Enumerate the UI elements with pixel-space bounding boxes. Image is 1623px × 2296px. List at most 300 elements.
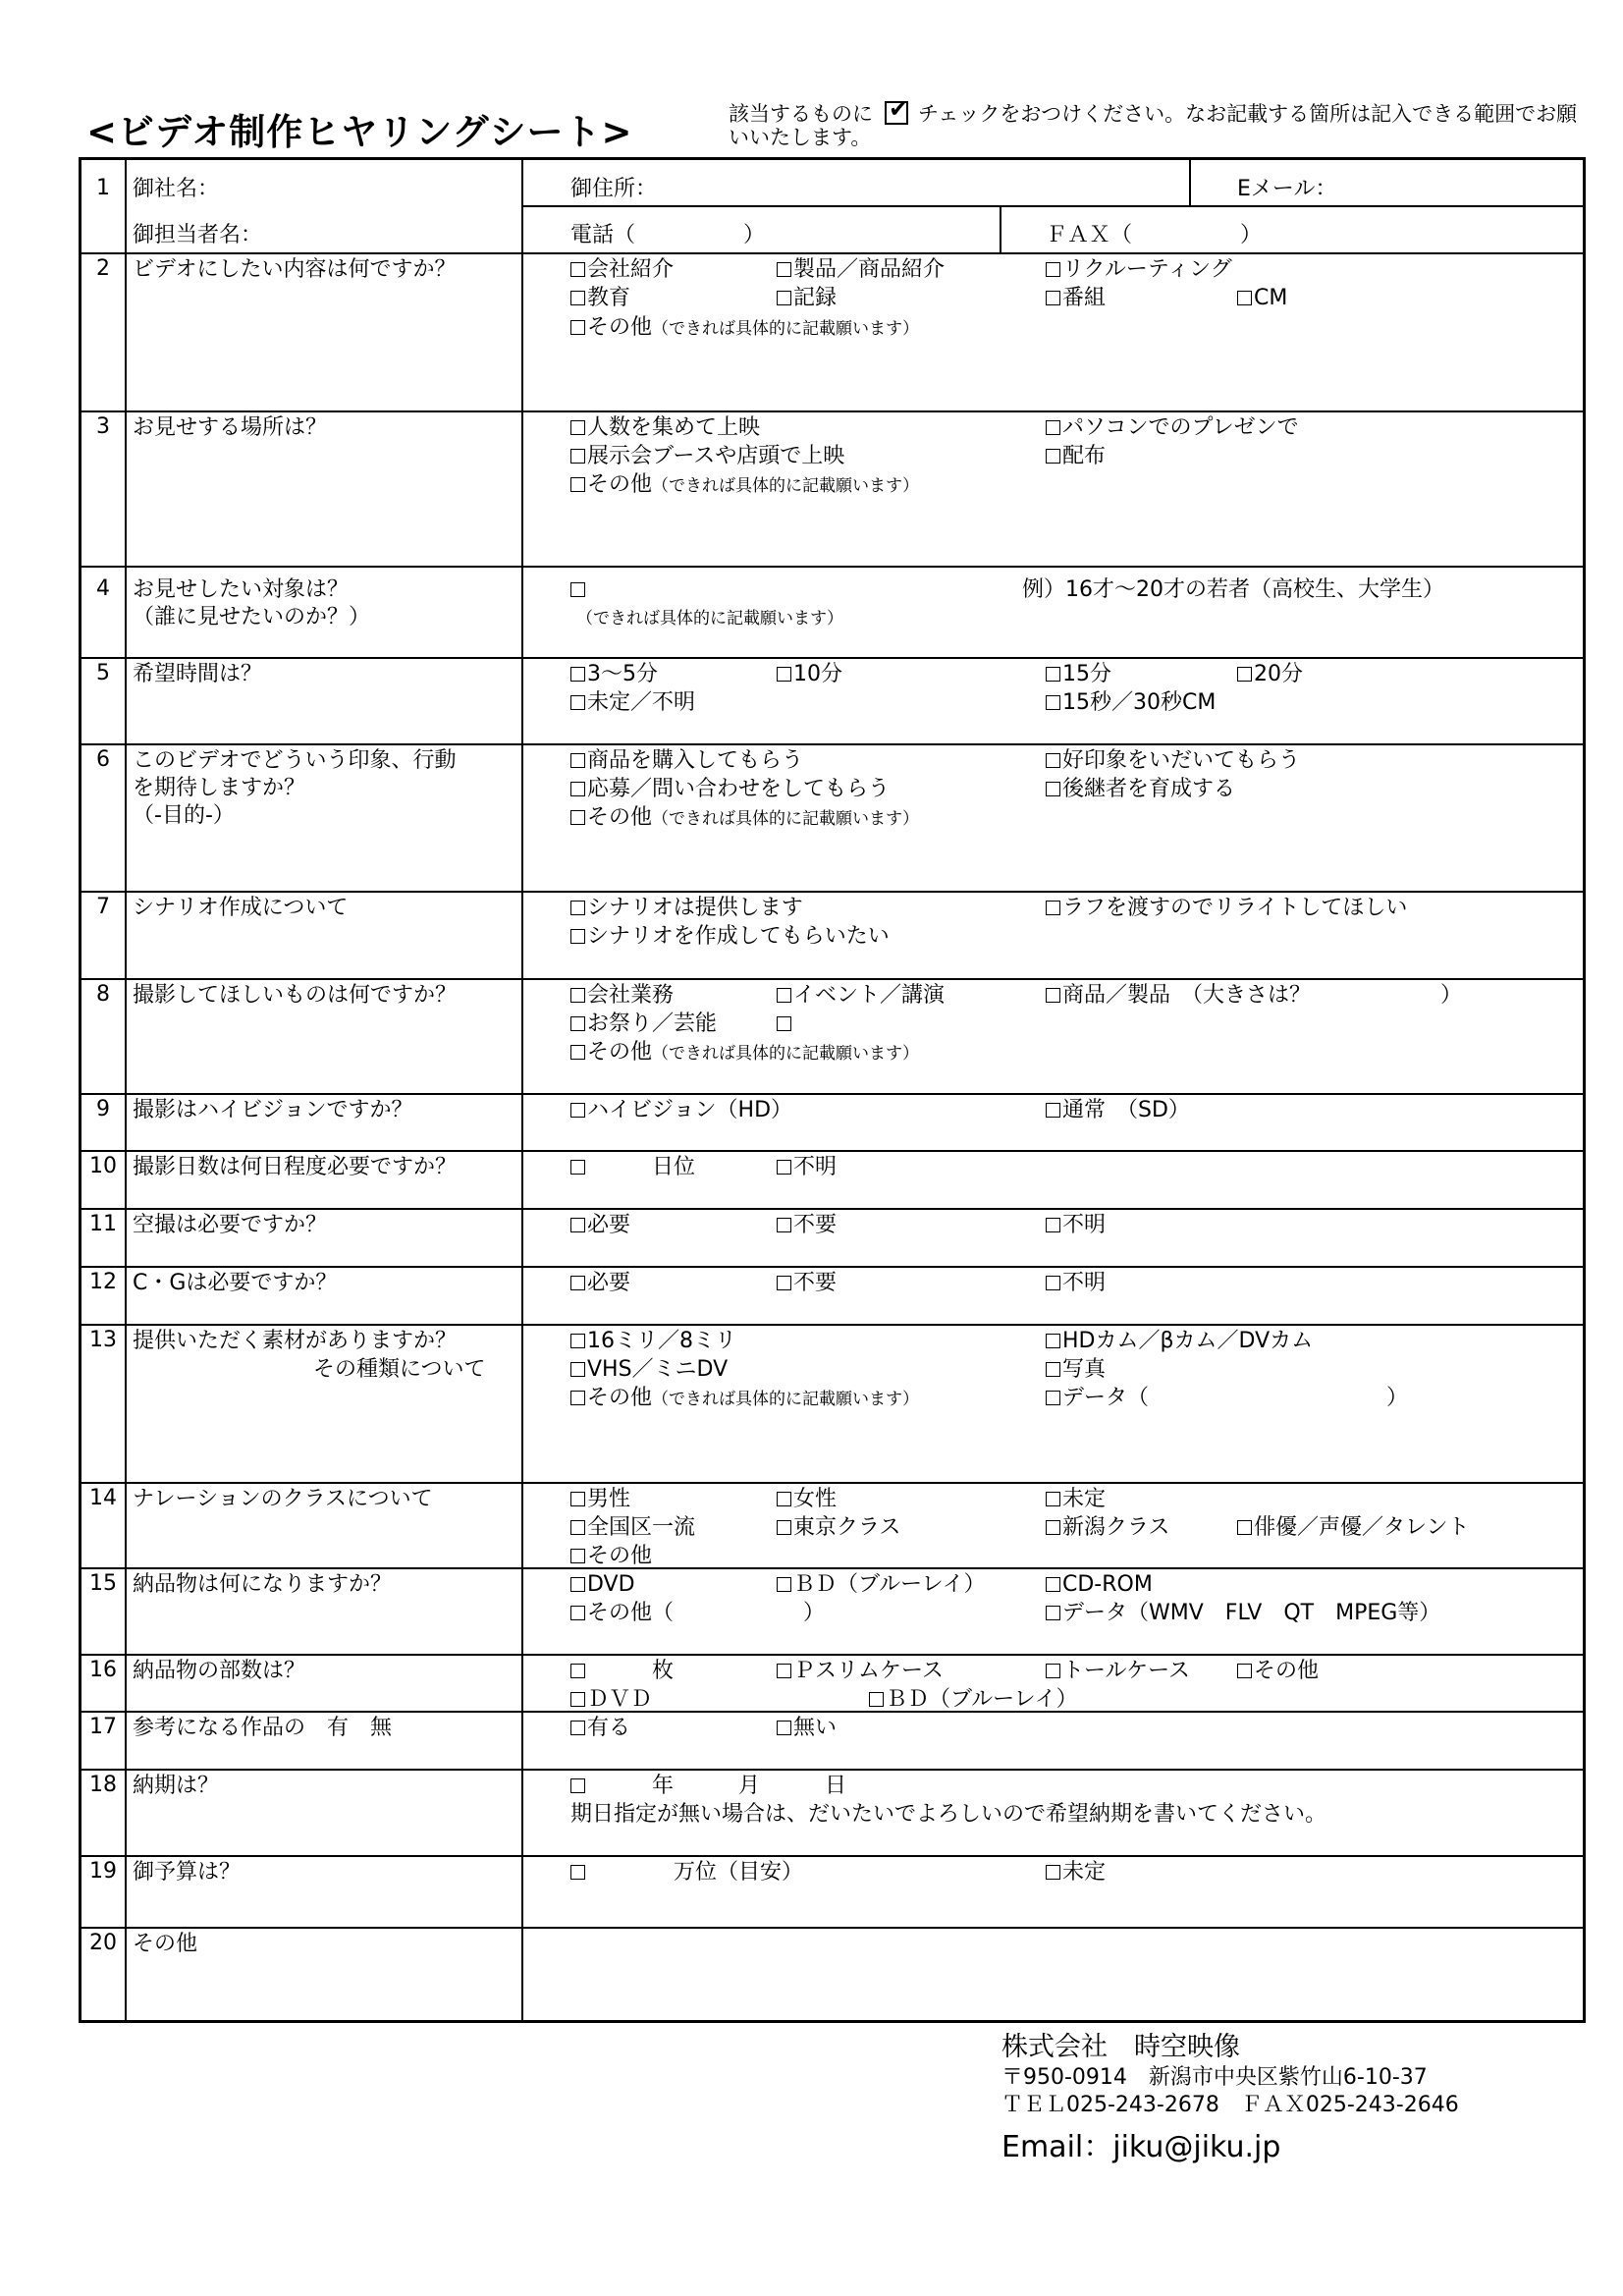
option-label: その他 — [587, 805, 653, 830]
checkbox-icon[interactable] — [1046, 667, 1060, 682]
option-note: （できれば具体的に記載願います） — [652, 1044, 920, 1064]
instructions-after: チェックをおつけください。なお記載する箇所は記入できる範囲でお願いいたします。 — [729, 102, 1578, 149]
checkbox-option[interactable] — [570, 776, 890, 802]
option-label: 提供いただく素材がありますか？ — [133, 1329, 458, 1353]
option-label: トールケース — [1062, 1659, 1191, 1683]
checkbox-option[interactable] — [570, 895, 803, 921]
option-label: 教育 — [587, 286, 631, 310]
option-label: 撮影してほしいものは何ですか？ — [133, 983, 458, 1008]
checkbox-option[interactable] — [1046, 895, 1407, 921]
checkbox-option[interactable] — [570, 1686, 652, 1713]
checkbox-icon[interactable] — [1046, 1362, 1060, 1377]
checkbox-icon[interactable] — [777, 1577, 791, 1592]
checkbox-option[interactable] — [570, 1385, 919, 1413]
row-number: 16 — [89, 1658, 117, 1682]
option-label: データ（WMV FLV QT MPEG等） — [1062, 1601, 1441, 1625]
checkbox-option[interactable] — [570, 747, 803, 774]
row-number: 1 — [96, 176, 110, 200]
checkbox-icon[interactable] — [570, 1577, 585, 1592]
checkbox-icon[interactable] — [1237, 1664, 1252, 1678]
checkbox-icon[interactable] — [570, 1778, 585, 1793]
option-label: 新潟クラス — [1062, 1515, 1170, 1540]
checkbox-example-icon — [885, 101, 908, 125]
checkbox-option[interactable] — [1046, 1328, 1313, 1354]
checkbox-option[interactable] — [570, 1859, 803, 1886]
option-label: ビデオにしたい内容は何ですか？ — [133, 257, 457, 282]
checkbox-icon[interactable] — [570, 1664, 585, 1678]
checkbox-option[interactable] — [1046, 1600, 1440, 1626]
checkbox-icon[interactable] — [1046, 1103, 1060, 1118]
option-label: データ（ ） — [1062, 1386, 1409, 1410]
option-label: 必要 — [587, 1213, 631, 1237]
checkbox-option[interactable] — [570, 1715, 630, 1741]
checkbox-option[interactable] — [570, 982, 674, 1009]
checkbox-option[interactable] — [777, 1154, 837, 1180]
option-label: このビデオでどういう印象、行動 — [133, 748, 457, 773]
row-number: 6 — [96, 747, 110, 772]
option-label: その他 — [587, 315, 653, 340]
option-label: その他 — [587, 472, 653, 497]
checkbox-option[interactable] — [570, 1097, 792, 1123]
field-label — [133, 747, 457, 774]
checkbox-icon[interactable] — [1046, 1492, 1060, 1506]
checkbox-option[interactable] — [1046, 1385, 1408, 1411]
field-label — [133, 1859, 241, 1886]
option-label: 空撮は必要ですか？ — [133, 1213, 328, 1237]
checkbox-icon[interactable] — [1046, 291, 1060, 305]
option-label: 電話（ ） — [570, 223, 766, 247]
checkbox-icon[interactable] — [570, 449, 585, 464]
row-number: 17 — [89, 1715, 117, 1739]
checkbox-option[interactable] — [570, 314, 919, 343]
option-label: ハイビジョン（HD） — [587, 1098, 793, 1122]
row-number: 3 — [96, 414, 110, 439]
checkbox-icon[interactable] — [777, 1492, 791, 1506]
checkbox-icon[interactable] — [1046, 901, 1060, 915]
option-label: 御予算は？ — [133, 1860, 242, 1885]
checkbox-option[interactable] — [1046, 661, 1111, 687]
option-note: （できれば具体的に記載願います） — [652, 476, 920, 496]
checkbox-option[interactable] — [1046, 747, 1300, 774]
field-label — [133, 1571, 392, 1598]
option-label: その他（ ） — [587, 1601, 826, 1625]
checkbox-option[interactable] — [1046, 285, 1106, 311]
field-label — [570, 222, 765, 248]
checkbox-icon[interactable] — [570, 1362, 585, 1377]
checkbox-icon[interactable] — [1046, 1577, 1060, 1592]
checkbox-icon[interactable] — [570, 1103, 585, 1118]
option-label: 撮影日数は何日程度必要ですか？ — [133, 1155, 458, 1179]
option-label: その種類について — [313, 1357, 486, 1382]
checkbox-icon[interactable] — [570, 667, 585, 682]
column-divider-fax — [1000, 205, 1001, 252]
checkbox-icon[interactable] — [570, 582, 585, 597]
field-label — [133, 176, 219, 202]
row-divider — [81, 1266, 1586, 1268]
checkbox-icon[interactable] — [1046, 420, 1060, 435]
checkbox-option[interactable] — [570, 1600, 825, 1626]
checkbox-icon[interactable] — [777, 1276, 791, 1290]
checkbox-option[interactable] — [570, 443, 844, 469]
option-label: 有る — [587, 1716, 631, 1740]
field-label — [133, 604, 370, 630]
field-label — [133, 802, 235, 829]
checkbox-icon[interactable] — [570, 1606, 585, 1620]
checkbox-icon[interactable] — [1046, 1391, 1060, 1405]
row-divider — [81, 1093, 1586, 1095]
checkbox-option[interactable] — [777, 1715, 837, 1741]
checkbox-option[interactable] — [1046, 776, 1235, 802]
checkbox-icon[interactable] — [777, 988, 791, 1003]
checkbox-icon[interactable] — [777, 291, 791, 305]
checkbox-option[interactable] — [1237, 285, 1287, 311]
checkbox-icon[interactable] — [1237, 1520, 1252, 1535]
option-note: （できれば具体的に記載願います） — [652, 809, 920, 829]
checkbox-option[interactable] — [1046, 1097, 1190, 1123]
checkbox-option[interactable] — [570, 1571, 635, 1598]
option-label: 撮影はハイビジョンですか？ — [133, 1098, 413, 1122]
option-label: 御担当者名： — [133, 223, 263, 247]
checkbox-option[interactable] — [570, 1356, 728, 1383]
checkbox-option[interactable] — [1046, 1571, 1153, 1598]
field-label — [133, 1154, 457, 1180]
option-label: CD-ROM — [1062, 1572, 1153, 1597]
checkbox-option[interactable] — [570, 1486, 630, 1512]
row-number: 7 — [96, 895, 110, 919]
checkbox-icon[interactable] — [1046, 753, 1060, 768]
checkbox-icon[interactable] — [570, 1334, 585, 1348]
option-label: 人数を集めて上映 — [587, 415, 761, 440]
checkbox-option[interactable] — [570, 1154, 695, 1180]
field-label — [570, 176, 657, 202]
checkbox-icon[interactable] — [570, 1391, 585, 1405]
option-label: 無い — [793, 1716, 838, 1740]
checkbox-icon[interactable] — [777, 1664, 791, 1678]
option-label: 全国区一流 — [587, 1515, 696, 1540]
row-divider — [81, 1208, 1586, 1210]
checkbox-option[interactable] — [777, 285, 837, 311]
checkbox-icon[interactable] — [1046, 1334, 1060, 1348]
option-label: その他 — [587, 1544, 653, 1568]
column-divider-question — [521, 160, 523, 2020]
option-label: 配布 — [1062, 444, 1107, 468]
checkbox-icon[interactable] — [777, 1016, 791, 1031]
row-divider — [81, 743, 1586, 745]
checkbox-option[interactable] — [1046, 414, 1299, 441]
row-number: 18 — [89, 1773, 117, 1797]
option-label: 枚 — [587, 1659, 675, 1683]
checkbox-option[interactable] — [777, 1571, 986, 1598]
checkbox-icon[interactable] — [570, 695, 585, 710]
option-label: 15分 — [1062, 662, 1111, 686]
row-divider — [81, 978, 1586, 980]
field-label — [133, 222, 262, 248]
row-number: 2 — [96, 256, 110, 281]
checkbox-option[interactable] — [570, 1011, 717, 1037]
option-label: シナリオを作成してもらいたい — [587, 924, 890, 949]
field-label — [133, 1212, 327, 1238]
field-label — [133, 895, 348, 921]
option-label: ＦＡＸ（ ） — [1046, 223, 1263, 247]
checkbox-option[interactable] — [570, 689, 695, 716]
checkbox-icon[interactable] — [777, 1520, 791, 1535]
field-label — [1022, 576, 1444, 603]
option-label: 例）16才〜20才の若者（高校生、大学生） — [1022, 577, 1444, 602]
checkbox-option[interactable] — [570, 661, 658, 687]
column-divider-number — [125, 160, 127, 2020]
option-label: シナリオ作成について — [133, 896, 349, 920]
company-footer — [1001, 2031, 1459, 2170]
checkbox-option[interactable] — [869, 1686, 1078, 1713]
checkbox-icon[interactable] — [570, 320, 585, 335]
option-label: 3〜5分 — [587, 662, 658, 686]
row-divider — [81, 1482, 1586, 1484]
checkbox-icon[interactable] — [570, 1549, 585, 1563]
checkbox-option[interactable] — [777, 1486, 837, 1512]
row-divider — [81, 1150, 1586, 1152]
checkbox-icon[interactable] — [777, 667, 791, 682]
option-label: 納品物の部数は？ — [133, 1659, 306, 1683]
option-label: 未定 — [1062, 1487, 1107, 1511]
checkbox-icon[interactable] — [570, 1492, 585, 1506]
checkbox-option[interactable] — [1046, 256, 1232, 283]
option-label: 写真 — [1062, 1357, 1107, 1382]
checkbox-option[interactable] — [570, 471, 919, 500]
company-email[interactable]: Email：jiku@jiku.jp — [1001, 2130, 1281, 2164]
row-divider — [81, 891, 1586, 893]
field-label — [133, 1658, 305, 1684]
option-label: 不要 — [793, 1271, 838, 1295]
checkbox-option[interactable] — [777, 1270, 837, 1296]
checkbox-option[interactable] — [570, 804, 919, 833]
checkbox-icon[interactable] — [570, 477, 585, 492]
checkbox-option[interactable] — [1046, 1486, 1106, 1512]
checkbox-icon[interactable] — [777, 262, 791, 277]
checkbox-option[interactable] — [1046, 1859, 1106, 1886]
checkbox-option[interactable] — [1046, 689, 1216, 716]
checkbox-option[interactable] — [1237, 661, 1303, 687]
checkbox-option[interactable] — [570, 1514, 695, 1541]
option-label: 後継者を育成する — [1062, 777, 1236, 801]
option-label: ＤＶＤ — [587, 1687, 653, 1712]
option-label: （誰に見せたいのか？） — [133, 605, 371, 629]
checkbox-option[interactable] — [1237, 1514, 1469, 1541]
checkbox-option[interactable] — [777, 982, 945, 1009]
checkbox-option[interactable] — [777, 661, 842, 687]
field-label — [133, 1328, 457, 1354]
column-divider-email — [1189, 160, 1191, 205]
checkbox-icon[interactable] — [1046, 1218, 1060, 1232]
checkbox-icon[interactable] — [570, 782, 585, 796]
checkbox-icon[interactable] — [570, 1160, 585, 1175]
checkbox-option[interactable] — [570, 576, 587, 603]
checkbox-icon[interactable] — [570, 988, 585, 1003]
checkbox-icon[interactable] — [570, 810, 585, 825]
checkbox-icon[interactable] — [1046, 1606, 1060, 1620]
field-label — [133, 1486, 433, 1512]
checkbox-icon[interactable] — [869, 1692, 884, 1707]
option-label: （-目的-） — [133, 803, 235, 828]
checkbox-icon[interactable] — [1046, 988, 1060, 1003]
option-label: 通常 （SD） — [1062, 1098, 1190, 1122]
checkbox-icon[interactable] — [570, 291, 585, 305]
checkbox-icon[interactable] — [1046, 262, 1060, 277]
checkbox-option[interactable] — [777, 1514, 900, 1541]
checkbox-option[interactable] — [570, 1328, 736, 1354]
field-label — [313, 1356, 486, 1383]
option-label: 期日指定が無い場合は、だいたいでよろしいので希望納期を書いてください。 — [570, 1802, 1327, 1827]
option-label: お見せする場所は？ — [133, 415, 328, 440]
field-label — [133, 414, 327, 441]
option-label: 日位 — [587, 1155, 696, 1179]
option-note: （できれば具体的に記載願います） — [652, 319, 920, 339]
checkbox-icon[interactable] — [777, 1218, 791, 1232]
option-label: ラフを渡すのでリライトしてほしい — [1062, 896, 1408, 920]
row-number: 14 — [89, 1486, 117, 1510]
row-divider — [81, 1567, 1586, 1569]
option-label: 年 月 日 — [587, 1774, 847, 1798]
option-label: 記録 — [793, 286, 838, 310]
row-number: 20 — [89, 1931, 117, 1955]
checkbox-option[interactable] — [570, 256, 674, 283]
checkbox-option[interactable] — [570, 1270, 630, 1296]
option-label: C・Gは必要ですか？ — [133, 1271, 338, 1295]
field-label — [570, 1801, 1326, 1828]
checkbox-option[interactable] — [1237, 1658, 1319, 1684]
option-label: パソコンでのプレゼンで — [1062, 415, 1299, 440]
field-label — [1046, 222, 1262, 248]
option-label: 納品物は何になりますか？ — [133, 1572, 393, 1597]
field-label — [133, 1931, 197, 1957]
checkbox-option[interactable] — [1046, 1658, 1190, 1684]
checkbox-icon[interactable] — [570, 1016, 585, 1031]
checkbox-option[interactable] — [570, 1039, 919, 1067]
hearing-form-table — [79, 157, 1586, 2023]
checkbox-icon[interactable] — [570, 929, 585, 944]
option-label: 不明 — [1062, 1213, 1107, 1237]
option-label: 20分 — [1254, 662, 1303, 686]
page-title: <ビデオ制作ヒヤリングシート> — [86, 111, 633, 153]
checkbox-icon[interactable] — [1237, 667, 1252, 682]
option-label: イベント／講演 — [793, 983, 946, 1008]
option-label: お見せしたい対象は？ — [133, 577, 350, 602]
option-label: 商品／製品 （大きさは？ ） — [1062, 983, 1463, 1008]
field-label — [133, 1097, 413, 1123]
row-number: 5 — [96, 661, 110, 685]
row-divider — [81, 1769, 1586, 1771]
row-divider — [81, 1654, 1586, 1656]
option-label: ＢＤ（ブルーレイ） — [886, 1687, 1078, 1712]
checkbox-icon[interactable] — [570, 1520, 585, 1535]
row-divider — [81, 1324, 1586, 1326]
checkbox-icon[interactable] — [1046, 449, 1060, 464]
checkbox-icon[interactable] — [777, 1721, 791, 1735]
row-divider — [81, 1855, 1586, 1857]
company-name: 株式会社 時空映像 — [1001, 2032, 1240, 2062]
checkbox-icon[interactable] — [570, 1276, 585, 1290]
option-label: 不要 — [793, 1213, 838, 1237]
checkbox-option[interactable] — [570, 285, 630, 311]
option-label: 東京クラス — [793, 1515, 901, 1540]
checkbox-option[interactable] — [570, 1658, 674, 1684]
checkbox-option[interactable] — [570, 923, 890, 950]
checkbox-option[interactable] — [777, 1658, 944, 1684]
checkbox-option[interactable] — [1046, 1270, 1106, 1296]
checkbox-icon[interactable] — [1046, 1865, 1060, 1880]
checkbox-icon[interactable] — [1237, 291, 1252, 305]
option-label: 必要 — [587, 1271, 631, 1295]
option-label: 納期は？ — [133, 1774, 220, 1798]
option-label: お祭り／芸能 — [587, 1011, 718, 1036]
checkbox-option[interactable] — [1046, 1212, 1106, 1238]
option-label: その他 — [133, 1932, 198, 1956]
checkbox-option[interactable] — [1046, 443, 1106, 469]
checkbox-icon[interactable] — [570, 1218, 585, 1232]
option-label: 商品を購入してもらう — [587, 748, 804, 773]
checkbox-icon[interactable] — [1046, 1276, 1060, 1290]
field-label — [133, 1270, 337, 1296]
checkbox-icon[interactable] — [570, 1692, 585, 1707]
checkbox-icon[interactable] — [1046, 1520, 1060, 1535]
checkbox-option[interactable] — [570, 1212, 630, 1238]
checkbox-option[interactable] — [1046, 1514, 1169, 1541]
option-label: 未定／不明 — [587, 690, 696, 715]
row-number: 15 — [89, 1571, 117, 1596]
checkbox-icon[interactable] — [570, 1721, 585, 1735]
checkbox-option[interactable] — [777, 1011, 793, 1037]
checkbox-option[interactable] — [570, 1543, 652, 1569]
field-label — [133, 982, 457, 1009]
field-label — [133, 1773, 219, 1799]
checkbox-icon[interactable] — [570, 901, 585, 915]
option-label: リクルーティング — [1062, 257, 1232, 282]
checkbox-icon[interactable] — [570, 1865, 585, 1880]
row-divider — [81, 410, 1586, 412]
checkbox-option[interactable] — [777, 1212, 837, 1238]
option-label: その他 — [1254, 1659, 1320, 1683]
option-label: シナリオは提供します — [587, 896, 803, 920]
checkbox-icon[interactable] — [570, 262, 585, 277]
option-note: （できれば具体的に記載願います） — [652, 1390, 920, 1409]
checkbox-icon[interactable] — [777, 1160, 791, 1175]
checkbox-option[interactable] — [1046, 1356, 1106, 1383]
checkbox-icon[interactable] — [570, 753, 585, 768]
option-label: 展示会ブースや店頭で上映 — [587, 444, 845, 468]
checkbox-icon[interactable] — [1046, 695, 1060, 710]
option-label: VHS／ミニDV — [587, 1357, 729, 1382]
option-label: 会社業務 — [587, 983, 675, 1008]
checkbox-icon[interactable] — [570, 420, 585, 435]
option-label: DVD — [587, 1572, 635, 1597]
checkbox-option[interactable] — [1046, 982, 1462, 1009]
row-number: 9 — [96, 1097, 110, 1121]
option-label: その他 — [587, 1040, 653, 1065]
checkbox-icon[interactable] — [1046, 1664, 1060, 1678]
row-divider — [81, 1927, 1586, 1929]
option-label: 応募／問い合わせをしてもらう — [587, 777, 891, 801]
option-label: 不明 — [793, 1155, 838, 1179]
checkbox-icon[interactable] — [570, 1045, 585, 1060]
checkbox-option[interactable] — [570, 414, 760, 441]
checkbox-option[interactable] — [777, 256, 945, 283]
option-label: 男性 — [587, 1487, 631, 1511]
option-label: 万位（目安） — [587, 1860, 804, 1885]
checkbox-option[interactable] — [570, 1773, 846, 1799]
checkbox-icon[interactable] — [1046, 782, 1060, 796]
option-label: その他 — [587, 1386, 653, 1410]
row-number: 8 — [96, 982, 110, 1007]
company-phone-fax: ＴＥＬ025-243-2678 ＦＡＸ025-243-2646 — [1001, 2093, 1459, 2117]
